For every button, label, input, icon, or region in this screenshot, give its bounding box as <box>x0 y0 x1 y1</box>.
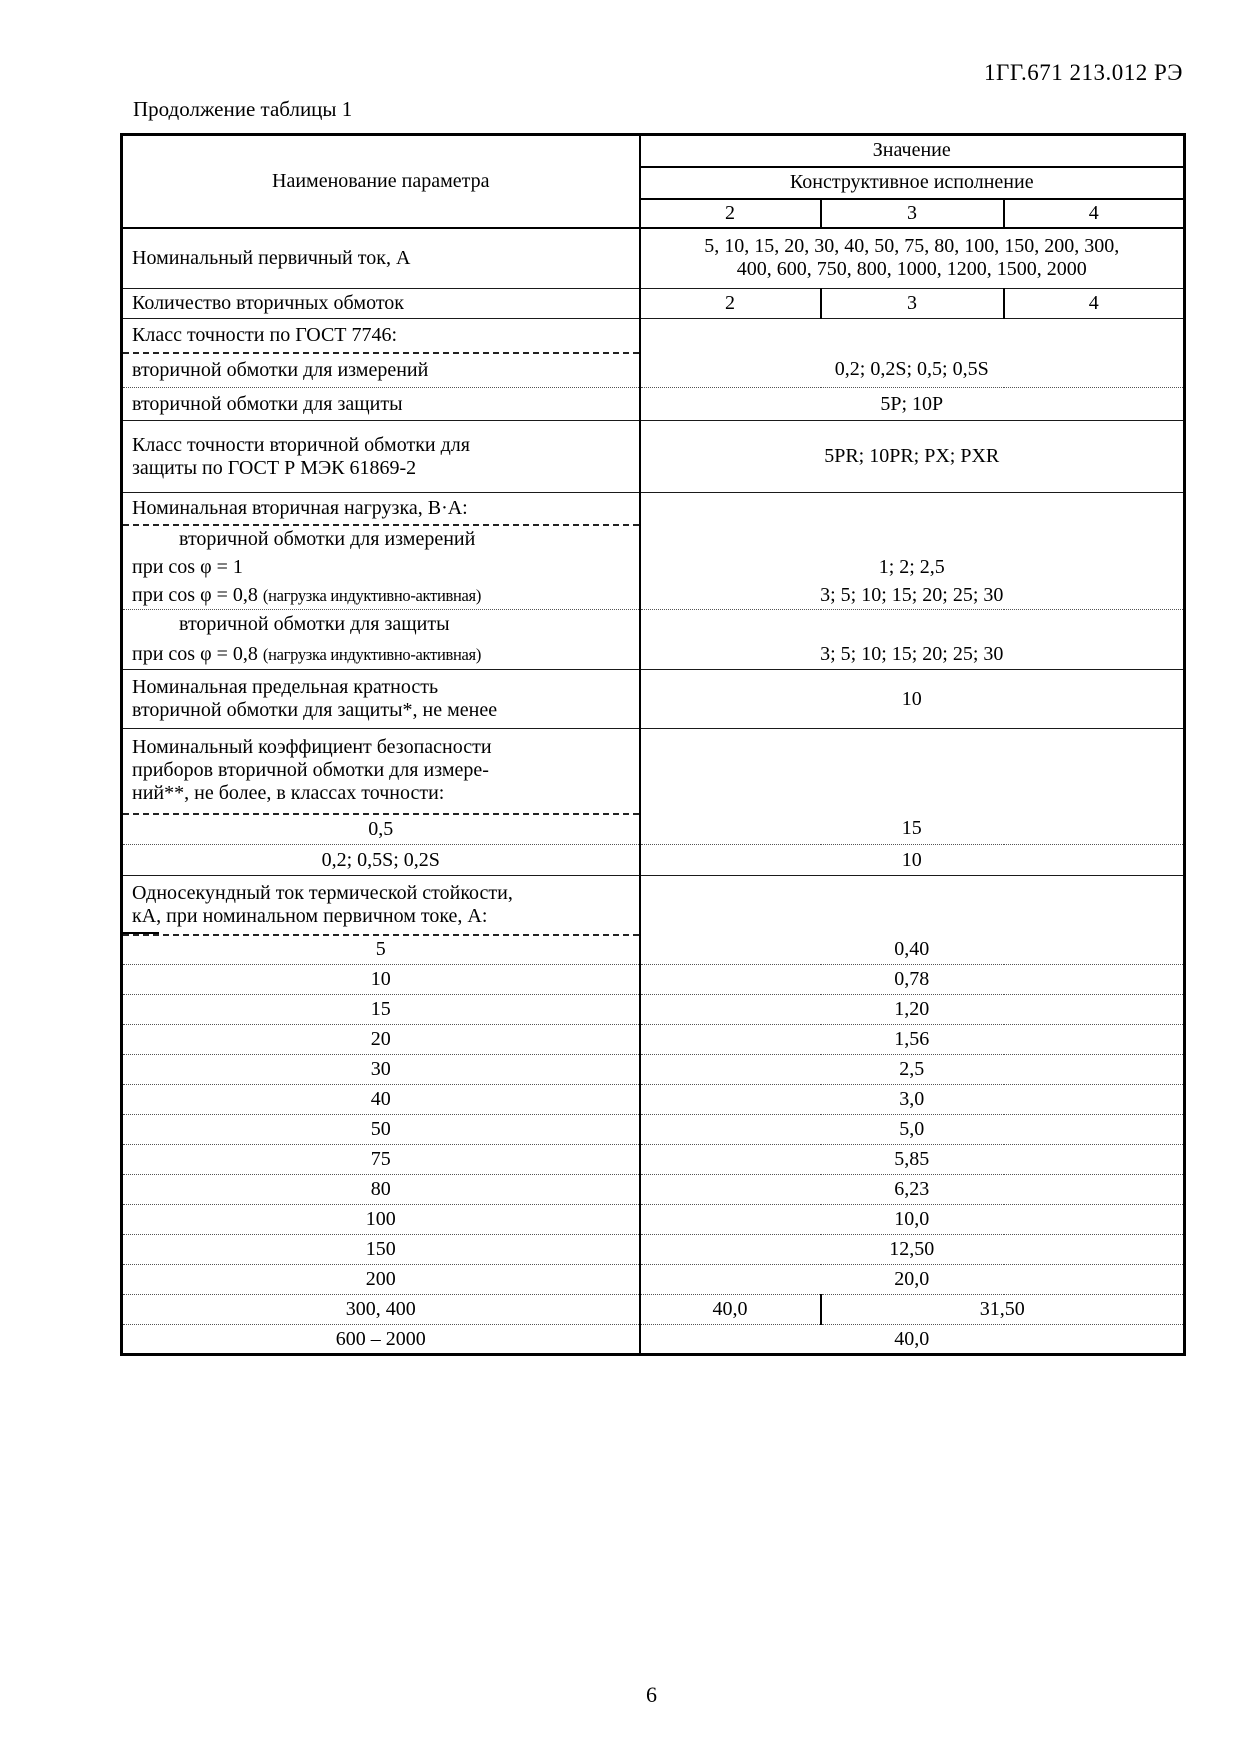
thermal-value: 0,78 <box>640 965 1185 995</box>
param-value-empty <box>640 319 1185 353</box>
row-safety-factor-header <box>122 729 1185 814</box>
row-thermal-150 <box>122 1235 1185 1265</box>
param-label: Номинальный первичный ток, А <box>122 228 640 289</box>
page-number: 6 <box>646 1682 657 1707</box>
row-secondary-count <box>122 289 1185 319</box>
param-label <box>122 421 640 493</box>
param-value: 15 <box>640 814 1185 845</box>
header-col-3: 3 <box>821 199 1004 228</box>
param-value: 5P; 10P <box>640 388 1185 421</box>
param-label: 0,2; 0,5S; 0,2S <box>122 845 640 876</box>
row-thermal-15 <box>122 995 1185 1025</box>
param-value-empty <box>640 876 1185 935</box>
thermal-current: 600 – 2000 <box>122 1325 640 1355</box>
row-thermal-30 <box>122 1055 1185 1085</box>
row-thermal-100 <box>122 1205 1185 1235</box>
label-line-2: кА, при номинальном первичном токе, А: <box>132 904 488 927</box>
value-line-1: 5, 10, 15, 20, 30, 40, 50, 75, 80, 100, 150, 200, 300, <box>704 235 1120 258</box>
row-thermal-300-400 <box>122 1295 1185 1325</box>
param-value: 10 <box>640 670 1185 729</box>
underline-mark <box>123 932 159 935</box>
label-line-3: ний**, не более, в классах точности: <box>132 782 445 805</box>
thermal-value: 6,23 <box>640 1175 1185 1205</box>
param-label <box>122 876 640 935</box>
param-value: 10 <box>640 845 1185 876</box>
thermal-current: 100 <box>122 1205 640 1235</box>
row-accuracy-gost <box>122 319 1185 353</box>
thermal-current: 50 <box>122 1115 640 1145</box>
row-burden-measure-subheader <box>122 525 1185 553</box>
label-line-1: Номинальный коэффициент безопасности <box>132 736 492 759</box>
thermal-current: 20 <box>122 1025 640 1055</box>
label-line-1: Односекундный ток термической стойкости, <box>132 881 513 904</box>
param-sublabel: вторичной обмотки для защиты <box>122 610 640 640</box>
doc-number: 1ГГ.671 213.012 РЭ <box>984 60 1183 85</box>
param-value: 0,2; 0,2S; 0,5; 0,5S <box>640 353 1185 388</box>
param-label: Количество вторичных обмоток <box>122 289 640 319</box>
row-safety-02 <box>122 845 1185 876</box>
row-thermal-20 <box>122 1025 1185 1055</box>
thermal-current: 15 <box>122 995 640 1025</box>
thermal-value: 12,50 <box>640 1235 1185 1265</box>
row-thermal-50 <box>122 1115 1185 1145</box>
param-label <box>122 729 640 814</box>
param-label <box>122 670 640 729</box>
thermal-value: 10,0 <box>640 1205 1185 1235</box>
param-value-empty <box>640 525 1185 553</box>
row-safety-05 <box>122 814 1185 845</box>
thermal-value: 40,0 <box>894 1327 930 1350</box>
row-burden-header <box>122 493 1185 525</box>
row-thermal-200 <box>122 1265 1185 1295</box>
header-col-4: 4 <box>1004 199 1185 228</box>
thermal-value: 0,40 <box>640 935 1185 965</box>
param-label: вторичной обмотки для измерений <box>122 353 640 388</box>
row-burden-protect-subheader <box>122 610 1185 640</box>
label-line-1: Класс точности вторичной обмотки для <box>132 433 470 456</box>
label-line-1: Номинальная предельная кратность <box>132 676 439 698</box>
thermal-current: 30 <box>122 1055 640 1085</box>
row-burden-cos08-measure <box>122 582 1185 610</box>
cos-paren-note: (нагрузка индуктивно-активная) <box>262 644 482 664</box>
row-thermal-600-2000 <box>122 1325 1185 1355</box>
param-value: 3; 5; 10; 15; 20; 25; 30 <box>640 640 1185 670</box>
row-accuracy-iec <box>122 421 1185 493</box>
thermal-value: 1,20 <box>640 995 1185 1025</box>
header-value-group: Значение <box>640 135 1185 167</box>
thermal-value: 5,85 <box>640 1145 1185 1175</box>
param-value <box>640 228 1185 289</box>
parameters-table <box>120 133 1186 1356</box>
param-value: 5PR; 10PR; PX; PXR <box>640 421 1185 493</box>
param-label <box>122 640 640 670</box>
label-line-2: приборов вторичной обмотки для измере- <box>132 759 489 782</box>
param-value-empty <box>640 610 1185 640</box>
thermal-value-design34: 31,50 <box>821 1295 1185 1325</box>
param-value: 3; 5; 10; 15; 20; 25; 30 <box>640 582 1185 610</box>
label-line-2: вторичной обмотки для защиты*, не менее <box>132 699 498 721</box>
thermal-value: 5,0 <box>640 1115 1185 1145</box>
label-line-2: защиты по ГОСТ Р МЭК 61869-2 <box>132 456 417 479</box>
thermal-current: 300, 400 <box>122 1295 640 1325</box>
header-param-col: Наименование параметра <box>122 135 640 228</box>
table-caption: Продолжение таблицы 1 <box>133 97 353 121</box>
param-value-empty <box>640 729 1185 814</box>
thermal-current: 150 <box>122 1235 640 1265</box>
thermal-current: 10 <box>122 965 640 995</box>
param-label: Номинальная вторичная нагрузка, В·А: <box>122 493 640 525</box>
header-row-value <box>122 135 1185 167</box>
thermal-value: 20,0 <box>640 1265 1185 1295</box>
cos-paren-note: (нагрузка индуктивно-активная) <box>262 585 482 605</box>
thermal-current: 80 <box>122 1175 640 1205</box>
row-thermal-header <box>122 876 1185 935</box>
row-thermal-80 <box>122 1175 1185 1205</box>
param-sublabel: вторичной обмотки для измерений <box>122 525 640 553</box>
row-burden-cos1 <box>122 553 1185 582</box>
thermal-current: 200 <box>122 1265 640 1295</box>
header-col-2: 2 <box>640 199 821 228</box>
row-accuracy-measure <box>122 353 1185 388</box>
row-thermal-75 <box>122 1145 1185 1175</box>
cos-label: при cos φ = 0,8 <box>132 642 258 665</box>
param-label: при cos φ = 1 <box>122 553 640 582</box>
count-col-3: 3 <box>821 289 1004 319</box>
param-value-empty <box>640 493 1185 525</box>
thermal-current: 75 <box>122 1145 640 1175</box>
thermal-value: 1,56 <box>640 1025 1185 1055</box>
value-line-2: 400, 600, 750, 800, 1000, 1200, 1500, 2000 <box>736 258 1087 281</box>
param-label <box>122 582 640 610</box>
row-accuracy-protect <box>122 388 1185 421</box>
param-label: вторичной обмотки для защиты <box>122 388 640 421</box>
thermal-value-design2: 40,0 <box>640 1295 821 1325</box>
row-thermal-10 <box>122 965 1185 995</box>
thermal-value: 2,5 <box>640 1055 1185 1085</box>
row-primary-current <box>122 228 1185 289</box>
row-thermal-40 <box>122 1085 1185 1115</box>
param-label: Класс точности по ГОСТ 7746: <box>122 319 640 353</box>
thermal-current: 40 <box>122 1085 640 1115</box>
row-limit-factor <box>122 670 1185 729</box>
param-label: 0,5 <box>122 814 640 845</box>
thermal-value: 3,0 <box>640 1085 1185 1115</box>
row-burden-cos08-protect <box>122 640 1185 670</box>
header-design-group: Конструктивное исполнение <box>640 167 1185 199</box>
thermal-current: 5 <box>122 935 640 965</box>
count-col-2: 2 <box>640 289 821 319</box>
row-thermal-5 <box>122 935 1185 965</box>
count-col-4: 4 <box>1004 289 1185 319</box>
param-value: 1; 2; 2,5 <box>878 555 945 578</box>
cos-label: при cos φ = 0,8 <box>132 583 258 606</box>
